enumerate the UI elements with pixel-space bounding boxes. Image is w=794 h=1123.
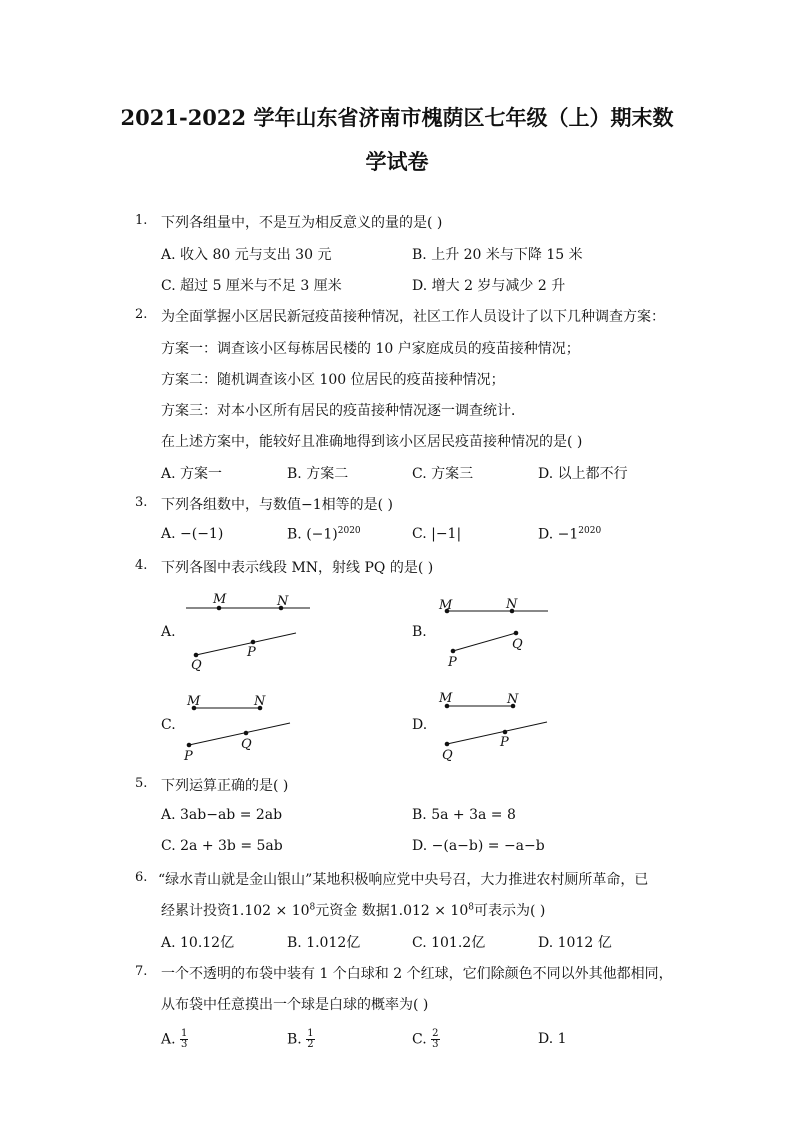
fraction-numerator: 1 <box>181 1028 188 1039</box>
option-b[interactable]: B. 上升 20 米与下降 15 米 <box>412 247 583 263</box>
label-n: N <box>277 594 289 609</box>
question-stem-line-1: “绿水青山就是金山银山”某地积极响应党中央号召，大力推进农村厕所革命，已 <box>158 872 649 888</box>
option-a[interactable]: A. 收入 80 元与支出 30 元 <box>161 247 332 263</box>
option-b-exponent: 2020 <box>337 526 361 536</box>
option-b-label: B. <box>287 1031 302 1048</box>
option-c[interactable]: C. 2a + 3b = 5ab <box>161 838 283 854</box>
option-d[interactable]: D. 增大 2 岁与减少 2 升 <box>412 278 566 294</box>
option-a-label: A. <box>161 1031 176 1048</box>
question-stem-line-1: 一个不透明的布袋中装有 1 个白球和 2 个红球，它们除颜色不同以外其他都相同， <box>161 966 673 982</box>
fraction-numerator: 1 <box>307 1028 314 1039</box>
question-stem: 为全面掌握小区居民新冠疫苗接种情况，社区工作人员设计了以下几种调查方案： <box>161 309 665 325</box>
title-line-1: 2021-2022 学年山东省济南市槐荫区七年级（上）期末数 <box>120 105 674 130</box>
option-d-exponent: 2020 <box>578 526 602 536</box>
label-m: M <box>187 694 201 709</box>
question-number: 4. <box>135 558 148 573</box>
question-stem: 下列各组量中，不是互为相反意义的量的是( ) <box>161 215 443 231</box>
option-a[interactable]: A. −(−1) <box>161 526 224 542</box>
question-number: 2. <box>135 307 148 322</box>
exponent-2: 8 <box>468 902 474 913</box>
question-stem: 下列运算正确的是( ) <box>161 778 289 794</box>
label-n: N <box>507 692 519 707</box>
fraction <box>306 1029 314 1050</box>
fraction-numerator: 2 <box>432 1028 439 1039</box>
label-p: P <box>247 645 256 660</box>
question-number: 6. <box>135 870 148 885</box>
fraction-denominator: 2 <box>307 1039 314 1050</box>
option-b[interactable]: B. 5a + 3a = 8 <box>412 807 516 823</box>
question-stem-line-2 <box>161 900 545 920</box>
title-line-2: 学试卷 <box>365 149 429 174</box>
label-p: P <box>448 655 457 670</box>
question-number: 3. <box>135 495 148 510</box>
stem-part-3: 可表示为( ) <box>473 903 546 919</box>
option-d[interactable]: D. <box>412 717 428 733</box>
option-c[interactable]: C. 超过 5 厘米与不足 3 厘米 <box>161 278 342 294</box>
option-d[interactable]: D. 以上都不行 <box>538 466 628 482</box>
option-b-base: B. (−1) <box>287 526 338 543</box>
label-n: N <box>254 694 266 709</box>
label-q: Q <box>442 748 453 763</box>
question-stem-line-2: 从布袋中任意摸出一个球是白球的概率为( ) <box>161 997 429 1013</box>
fraction-denominator: 3 <box>181 1039 188 1050</box>
question-number: 7. <box>135 964 148 979</box>
label-p: P <box>500 735 509 750</box>
label-q: Q <box>191 658 202 673</box>
option-a[interactable]: A. <box>161 624 176 640</box>
question-stem: 下列各图中表示线段 MN，射线 PQ 的是( ) <box>161 560 434 576</box>
question-stem: 下列各组数中，与数值−1相等的是( ) <box>161 497 394 513</box>
option-b[interactable]: B. 方案二 <box>287 466 349 482</box>
option-c-label: C. <box>412 1031 427 1048</box>
option-d-base: D. −1 <box>538 526 579 543</box>
point-p <box>503 730 508 735</box>
question-number: 5. <box>135 776 148 791</box>
fraction <box>180 1029 188 1050</box>
option-a[interactable] <box>161 1029 188 1050</box>
option-b[interactable]: B. <box>412 624 427 640</box>
label-p: P <box>184 749 193 764</box>
plan-2: 方案二：随机调查该小区 100 位居民的疫苗接种情况； <box>161 372 505 388</box>
question-number: 1. <box>135 213 148 228</box>
label-n: N <box>506 597 518 612</box>
stem-part-1: 经累计投资1.102 × 10 <box>161 903 310 919</box>
point-q <box>445 742 450 747</box>
option-a[interactable]: A. 方案一 <box>161 466 223 482</box>
option-c[interactable]: C. 方案三 <box>412 466 474 482</box>
option-a[interactable]: A. 10.12亿 <box>161 935 235 951</box>
option-c[interactable] <box>412 1029 440 1050</box>
label-q: Q <box>241 737 252 752</box>
fraction <box>431 1029 439 1050</box>
question-ask: 在上述方案中，能较好且准确地得到该小区居民疫苗接种情况的是( ) <box>161 434 583 450</box>
stem-part-2: 元资金 数据1.012 × 10 <box>315 903 469 919</box>
label-m: M <box>213 592 227 607</box>
label-q: Q <box>512 637 523 652</box>
exponent-1: 8 <box>309 902 316 913</box>
option-d[interactable]: D. 1012 亿 <box>538 935 612 951</box>
option-c[interactable]: C. 101.2亿 <box>412 935 486 951</box>
label-m: M <box>439 598 453 613</box>
plan-1: 方案一：调查该小区每栋居民楼的 10 户家庭成员的疫苗接种情况； <box>161 341 580 357</box>
option-d[interactable]: D. −(a−b) = −a−b <box>412 838 545 854</box>
ray-qp <box>447 722 547 744</box>
option-c[interactable]: C. <box>161 717 176 733</box>
option-b[interactable] <box>287 1029 315 1050</box>
option-a[interactable]: A. 3ab−ab = 2ab <box>161 807 283 823</box>
label-m: M <box>439 691 453 706</box>
fraction-denominator: 3 <box>432 1039 439 1050</box>
option-d[interactable]: D. 1 <box>538 1031 567 1047</box>
option-b[interactable]: B. 1.012亿 <box>287 935 361 951</box>
plan-3: 方案三：对本小区所有居民的疫苗接种情况逐一调查统计． <box>161 403 525 419</box>
option-c[interactable]: C. |−1| <box>412 526 462 542</box>
